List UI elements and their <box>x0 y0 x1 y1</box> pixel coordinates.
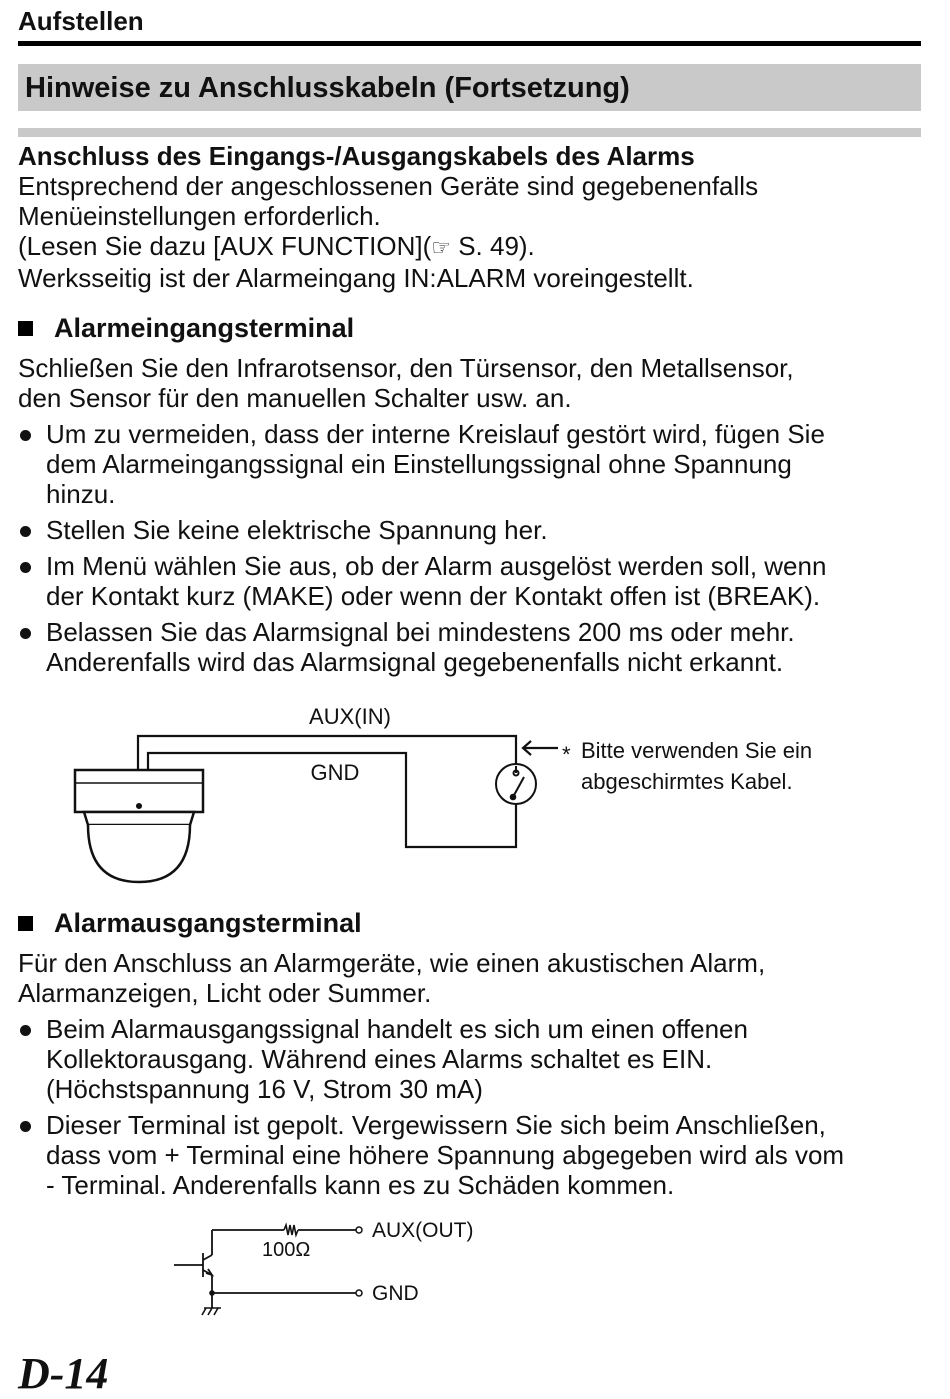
title-divider <box>18 128 921 137</box>
sensor-switch-icon <box>496 764 536 804</box>
alarm-input-bullets <box>18 419 923 677</box>
list-item: Dieser Terminal ist gepolt. Vergewissern Sie sich beim Anschließen, dass vom + Terminal eine höhere Spannung abgegeben wird als vom - Terminal. Anderenfalls kann es zu Schäden kommen. <box>18 1110 923 1200</box>
junction-dot <box>209 1290 215 1296</box>
list-item: Um zu vermeiden, dass der interne Kreislauf gestört wird, fügen Sie dem Alarmeingangssignal ein Einstellungssignal ohne Spannung hinzu. <box>18 419 923 509</box>
page-body <box>18 141 923 677</box>
alarm-output-heading <box>18 908 923 938</box>
transistor-icon <box>203 1253 212 1277</box>
asterisk-mark: * <box>562 742 571 767</box>
text-line: Alarmanzeigen, Licht oder Summer. <box>18 978 432 1008</box>
ground-icon <box>202 1308 221 1315</box>
alarm-output-text <box>18 948 923 1008</box>
intro-line: Menüeinstellungen erforderlich. <box>18 201 381 231</box>
list-item: Belassen Sie das Alarmsignal bei mindestens 200 ms oder mehr. Anderenfalls wird das Alarmsignal gegebenenfalls nicht erkannt. <box>18 617 923 677</box>
intro-line: Werksseitig ist der Alarmeingang IN:ALARM voreingestellt. <box>18 263 694 293</box>
alarm-output-bullets <box>18 1014 923 1200</box>
alarm-output-section <box>18 908 923 1200</box>
resistor-icon <box>284 1225 298 1235</box>
page-title: Hinweise zu Anschlusskabeln (Fortsetzung) <box>25 72 630 104</box>
header-rule <box>18 41 921 46</box>
cable-note: abgeschirmtes Kabel. <box>581 769 793 794</box>
terminal-icon <box>356 1290 362 1296</box>
list-item: Im Menü wählen Sie aus, ob der Alarm ausgelöst werden soll, wenn der Kontakt kurz (MAKE) oder wenn der Kontakt offen ist (BREAK). <box>18 551 923 611</box>
reference-page: S. 49). <box>450 231 535 261</box>
list-item: Stellen Sie keine elektrische Spannung her. <box>18 515 923 545</box>
pointing-hand-icon: ☞ <box>431 235 451 260</box>
camera-dome-icon <box>75 770 203 882</box>
text-line: den Sensor für den manuellen Schalter usw. an. <box>18 383 572 413</box>
gnd-label: GND <box>372 1282 419 1305</box>
alarm-input-text <box>18 353 923 413</box>
alarm-output-diagram <box>0 1210 950 1325</box>
aux-out-label: AUX(OUT) <box>372 1219 474 1242</box>
square-bullet-icon <box>18 321 33 336</box>
intro-line: Entsprechend der angeschlossenen Geräte sind gegebenenfalls <box>18 171 759 201</box>
alarm-input-heading-text: Alarmeingangsterminal <box>54 313 355 343</box>
title-band <box>18 64 921 111</box>
alarm-output-heading-text: Alarmausgangsterminal <box>54 908 362 938</box>
resistor-label: 100Ω <box>262 1239 311 1261</box>
text-line: Schließen Sie den Infrarotsensor, den Türsensor, den Metallsensor, <box>18 353 794 383</box>
reference-text: (Lesen Sie dazu [AUX FUNCTION]( <box>18 231 432 261</box>
alarm-input-heading <box>18 313 923 343</box>
cable-note: Bitte verwenden Sie ein <box>581 738 813 763</box>
list-item: Beim Alarmausgangssignal handelt es sich um einen offenen Kollektorausgang. Während eines Alarms schaltet es EIN. (Höchstspannung 16 V, Strom 30 mA) <box>18 1014 923 1104</box>
gnd-label: GND <box>310 760 360 785</box>
terminal-icon <box>356 1227 362 1233</box>
text-line: Für den Anschluss an Alarmgeräte, wie einen akustischen Alarm, <box>18 948 766 978</box>
page-number: D-14 <box>18 1349 109 1398</box>
intro-heading: Anschluss des Eingangs-/Ausgangskabels des Alarms <box>18 141 695 171</box>
alarm-input-diagram <box>0 700 950 895</box>
intro-reference <box>18 231 923 263</box>
aux-in-label: AUX(IN) <box>309 704 391 729</box>
section-label: Aufstellen <box>18 6 144 36</box>
square-bullet-icon <box>18 916 33 931</box>
